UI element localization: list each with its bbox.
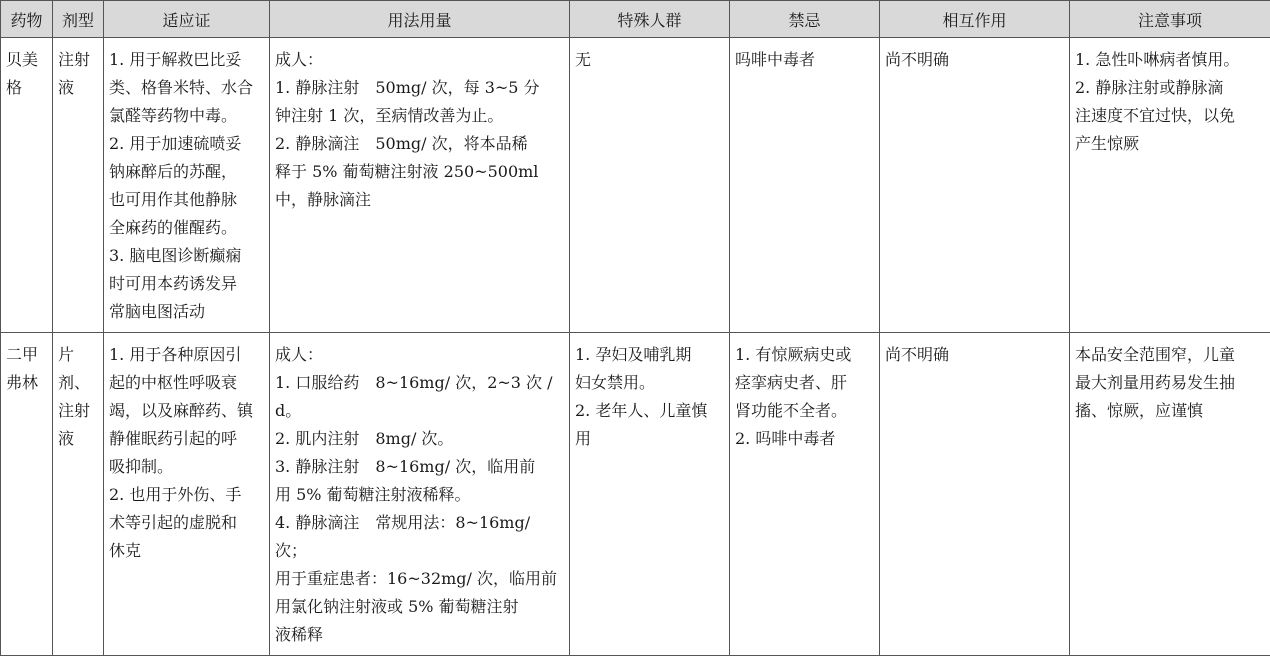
usage-line: 4. 静脉滴注 常规用法：8~16mg/ 次； <box>275 509 565 565</box>
table-row <box>1 38 1270 333</box>
indications-line: 常脑电图活动 <box>109 298 265 326</box>
drug-name-line: 二甲 <box>6 341 48 369</box>
precautions-line: 注速度不宜过快，以免 <box>1075 102 1266 130</box>
indications-line: 1. 用于解救巴比妥 <box>109 46 265 74</box>
special-populations-line: 1. 孕妇及哺乳期 <box>575 341 725 369</box>
table-row <box>1 333 1270 656</box>
usage-line: 1. 静脉注射 50mg/ 次，每 3~5 分 <box>275 74 565 102</box>
dosage-form-line: 注射 <box>58 46 99 74</box>
special-populations-cell <box>570 333 730 656</box>
interactions-line: 尚不明确 <box>885 46 1065 74</box>
dosage-form-cell <box>53 333 104 656</box>
indications-line: 静催眠药引起的呼 <box>109 425 265 453</box>
precautions-line: 1. 急性卟啉病者慎用。 <box>1075 46 1266 74</box>
dosage-form-cell <box>53 38 104 333</box>
precautions-line: 最大剂量用药易发生抽 <box>1075 369 1266 397</box>
special-populations-line: 用 <box>575 425 725 453</box>
indications-line: 全麻药的催醒药。 <box>109 214 265 242</box>
dosage-form-line: 液 <box>58 425 99 453</box>
dosage-form-line: 片剂、 <box>58 341 99 397</box>
usage-line: 1. 口服给药 8~16mg/ 次，2~3 次 /d。 <box>275 369 565 425</box>
drug-name-cell <box>1 38 53 333</box>
precautions-cell <box>1070 333 1270 656</box>
table-header-row <box>1 1 1270 38</box>
usage-line: 液稀释 <box>275 621 565 649</box>
indications-line: 3. 脑电图诊断癫痫 <box>109 242 265 270</box>
usage-line: 中，静脉滴注 <box>275 186 565 214</box>
usage-cell <box>270 333 570 656</box>
usage-line: 2. 肌内注射 8mg/ 次。 <box>275 425 565 453</box>
special-populations-line: 无 <box>575 46 725 74</box>
header-contraindications: 禁忌 <box>730 1 880 38</box>
header-indications: 适应证 <box>104 1 270 38</box>
usage-line: 用氯化钠注射液或 5% 葡萄糖注射 <box>275 593 565 621</box>
contraindications-line: 痉挛病史者、肝 <box>735 369 875 397</box>
contraindications-line: 2. 吗啡中毒者 <box>735 425 875 453</box>
contraindications-line: 1. 有惊厥病史或 <box>735 341 875 369</box>
usage-line: 钟注射 1 次，至病情改善为止。 <box>275 102 565 130</box>
indications-line: 1. 用于各种原因引 <box>109 341 265 369</box>
contraindications-line: 肾功能不全者。 <box>735 397 875 425</box>
interactions-cell <box>880 333 1070 656</box>
header-drug: 药物 <box>1 1 53 38</box>
indications-line: 氯醛等药物中毒。 <box>109 102 265 130</box>
indications-line: 2. 也用于外伤、手 <box>109 481 265 509</box>
contraindications-line: 吗啡中毒者 <box>735 46 875 74</box>
indications-line: 类、格鲁米特、水合 <box>109 74 265 102</box>
header-dosage-form: 剂型 <box>53 1 104 38</box>
drug-name-line: 格 <box>6 74 48 102</box>
indications-line: 术等引起的虚脱和 <box>109 509 265 537</box>
header-interactions: 相互作用 <box>880 1 1070 38</box>
header-usage: 用法用量 <box>270 1 570 38</box>
special-populations-cell <box>570 38 730 333</box>
header-precautions: 注意事项 <box>1070 1 1270 38</box>
dosage-form-line: 液 <box>58 74 99 102</box>
indications-cell <box>104 38 270 333</box>
header-special-populations: 特殊人群 <box>570 1 730 38</box>
indications-line: 2. 用于加速硫喷妥 <box>109 130 265 158</box>
usage-cell <box>270 38 570 333</box>
usage-line: 3. 静脉注射 8~16mg/ 次，临用前 <box>275 453 565 481</box>
precautions-cell <box>1070 38 1270 333</box>
usage-line: 用于重症患者：16~32mg/ 次，临用前 <box>275 565 565 593</box>
precautions-line: 产生惊厥 <box>1075 130 1266 158</box>
dosage-form-line: 注射 <box>58 397 99 425</box>
indications-cell <box>104 333 270 656</box>
usage-line: 成人： <box>275 341 565 369</box>
drug-name-line: 贝美 <box>6 46 48 74</box>
drug-name-cell <box>1 333 53 656</box>
contraindications-cell <box>730 38 880 333</box>
contraindications-cell <box>730 333 880 656</box>
indications-line: 也可用作其他静脉 <box>109 186 265 214</box>
interactions-line: 尚不明确 <box>885 341 1065 369</box>
indications-line: 时可用本药诱发异 <box>109 270 265 298</box>
drug-name-line: 弗林 <box>6 369 48 397</box>
precautions-line: 2. 静脉注射或静脉滴 <box>1075 74 1266 102</box>
indications-line: 休克 <box>109 537 265 565</box>
special-populations-line: 妇女禁用。 <box>575 369 725 397</box>
indications-line: 竭，以及麻醉药、镇 <box>109 397 265 425</box>
precautions-line: 本品安全范围窄，儿童 <box>1075 341 1266 369</box>
usage-line: 释于 5% 葡萄糖注射液 250~500ml <box>275 158 565 186</box>
interactions-cell <box>880 38 1070 333</box>
usage-line: 用 5% 葡萄糖注射液稀释。 <box>275 481 565 509</box>
usage-line: 2. 静脉滴注 50mg/ 次，将本品稀 <box>275 130 565 158</box>
indications-line: 钠麻醉后的苏醒， <box>109 158 265 186</box>
precautions-line: 搐、惊厥，应谨慎 <box>1075 397 1266 425</box>
usage-line: 成人： <box>275 46 565 74</box>
indications-line: 起的中枢性呼吸衰 <box>109 369 265 397</box>
indications-line: 吸抑制。 <box>109 453 265 481</box>
special-populations-line: 2. 老年人、儿童慎 <box>575 397 725 425</box>
